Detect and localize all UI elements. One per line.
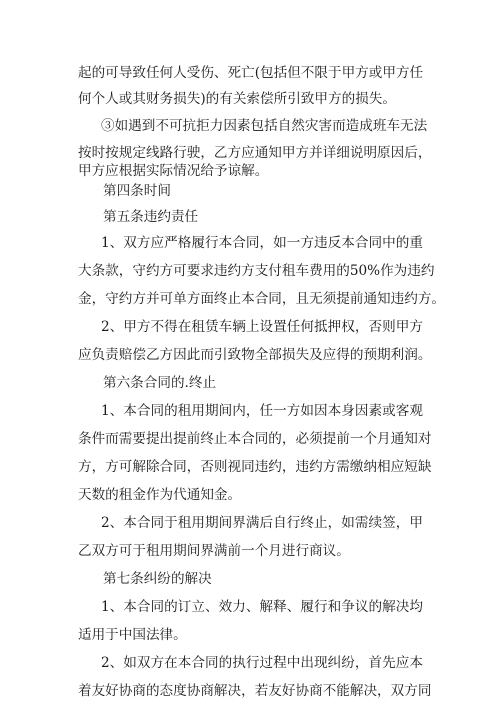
text-line: 1、本合同的租用期间内，任一方如因本身因素或客观 xyxy=(101,403,423,419)
text-line: 2、甲方不得在租赁车辆上设置任何抵押权，否则甲方 xyxy=(101,319,423,335)
text-line: 乙双方可于租用期间界满前一个月进行商议。 xyxy=(78,543,350,559)
text-line: 按时按规定线路行驶，乙方应通知甲方并详细说明原因后， xyxy=(78,145,432,161)
text-line: 1、本合同的订立、效力、解释、履行和争议的解决均 xyxy=(101,599,423,615)
text-line: 天数的租金作为代通知金。 xyxy=(78,487,242,503)
section-heading: 第七条纠纷的解决 xyxy=(103,571,212,587)
text-line: 着友好协商的态度协商解决，若友好协商不能解决，双方同 xyxy=(78,683,432,699)
text-line: 大条款，守约方可要求违约方支付租车费用的50%作为违约 xyxy=(78,263,435,279)
text-line: 方，方可解除合同，否则视同违约，违约方需缴纳相应短缺 xyxy=(78,459,432,475)
text-line: 应负责赔偿乙方因此而引致物全部损失及应得的预期利润。 xyxy=(78,347,432,363)
section-heading: 第四条时间 xyxy=(103,183,171,199)
text-line: 1、双方应严格履行本合同，如一方违反本合同中的重 xyxy=(101,235,423,251)
text-line: 条件而需要提出提前终止本合同的，必须提前一个月通知对 xyxy=(78,431,432,447)
section-heading: 第六条合同的.终止 xyxy=(103,375,217,391)
text-line: 2、本合同于租用期间界满后自行终止，如需续签，甲 xyxy=(101,515,423,531)
text-line: 何个人或其财务损失)的有关索偿所引致甲方的损失。 xyxy=(78,91,396,107)
text-line: 甲方应根据实际情况给予谅解。 xyxy=(78,163,269,179)
text-line: 起的可导致任何人受伤、死亡(包括但不限于甲方或甲方任 xyxy=(78,65,424,81)
text-line: ③如遇到不可抗拒力因素包括自然灾害而造成班车无法 xyxy=(101,118,428,134)
text-line: 适用于中国法律。 xyxy=(78,627,187,643)
text-line: 2、如双方在本合同的执行过程中出现纠纷，首先应本 xyxy=(101,655,423,671)
section-heading: 第五条违约责任 xyxy=(103,209,199,225)
text-line: 金，守约方并可单方面终止本合同，且无须提前通知违约方。 xyxy=(78,291,446,307)
